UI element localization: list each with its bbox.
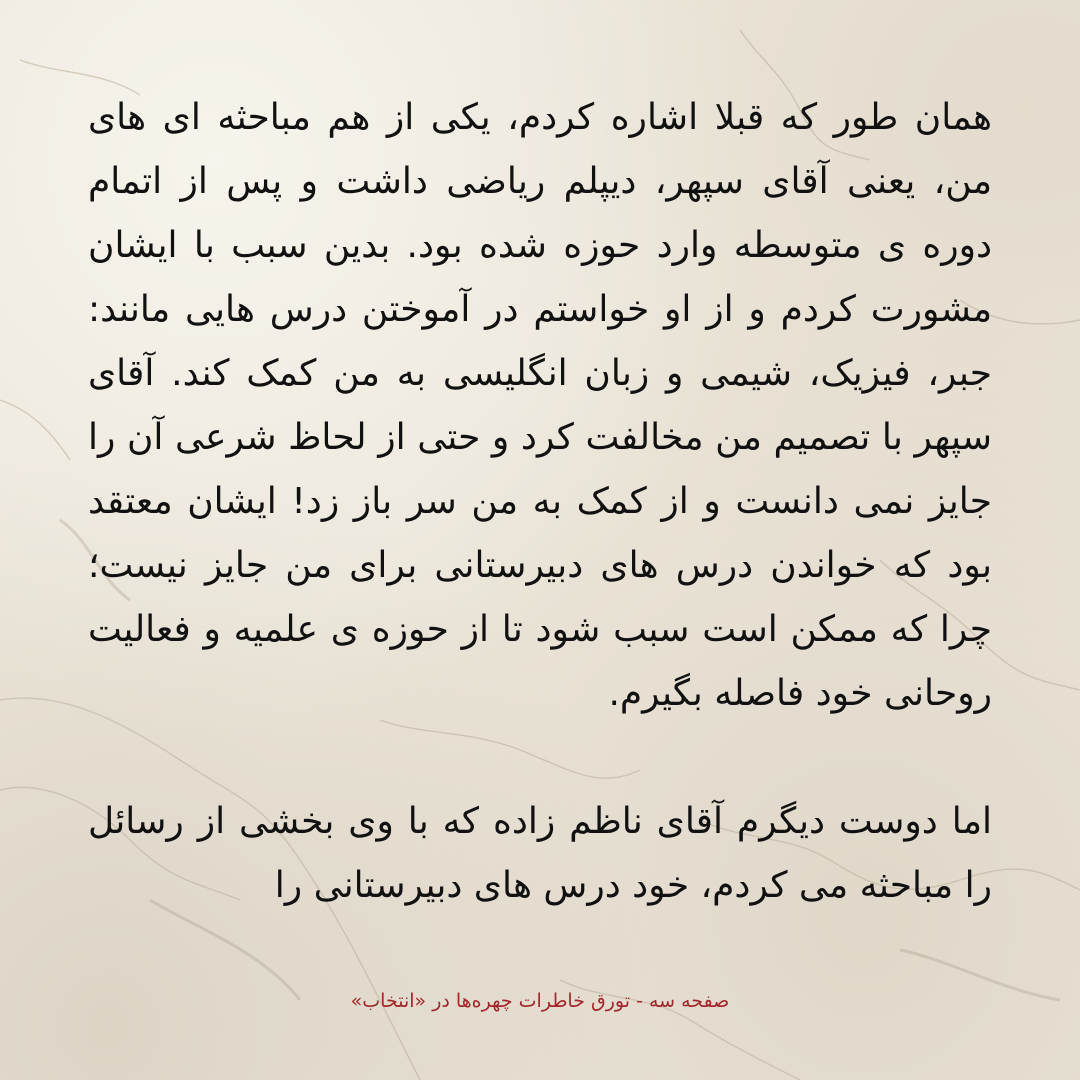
- paragraph-2: اما دوست دیگرم آقای ناظم زاده که با وی بخشی از رسائل را مباحثه می کردم، خود درس های دبیرستانی را: [88, 801, 992, 906]
- source-caption: صفحه سه - تورق خاطرات چهره‌ها در «انتخاب»: [350, 990, 730, 1012]
- paragraph-1: همان طور که قبلا اشاره کردم، یکی از هم مباحثه ای های من، یعنی آقای سپهر، دیپلم ریاضی داشت و پس از اتمام دوره ی متوسطه وارد حوزه شده بود. بدین سبب با ایشان مشورت کردم و از او خواستم در آموختن درس هایی مانند: جبر، فیزیک، شیمی و زبان انگلیسی به من کمک کند. آقای سپهر با تصمیم من مخالفت کرد و حتی از لحاظ شرعی آن را جایز نمی دانست و از کمک به من سر باز زد! ایشان معتقد بود که خواندن درس های دبیرستانی برای من جایز نیست؛ چرا که ممکن است سبب شود تا از حوزه ی علمیه و فعالیت روحانی خود فاصله بگیرم.: [88, 97, 992, 714]
- article-body: [88, 86, 992, 918]
